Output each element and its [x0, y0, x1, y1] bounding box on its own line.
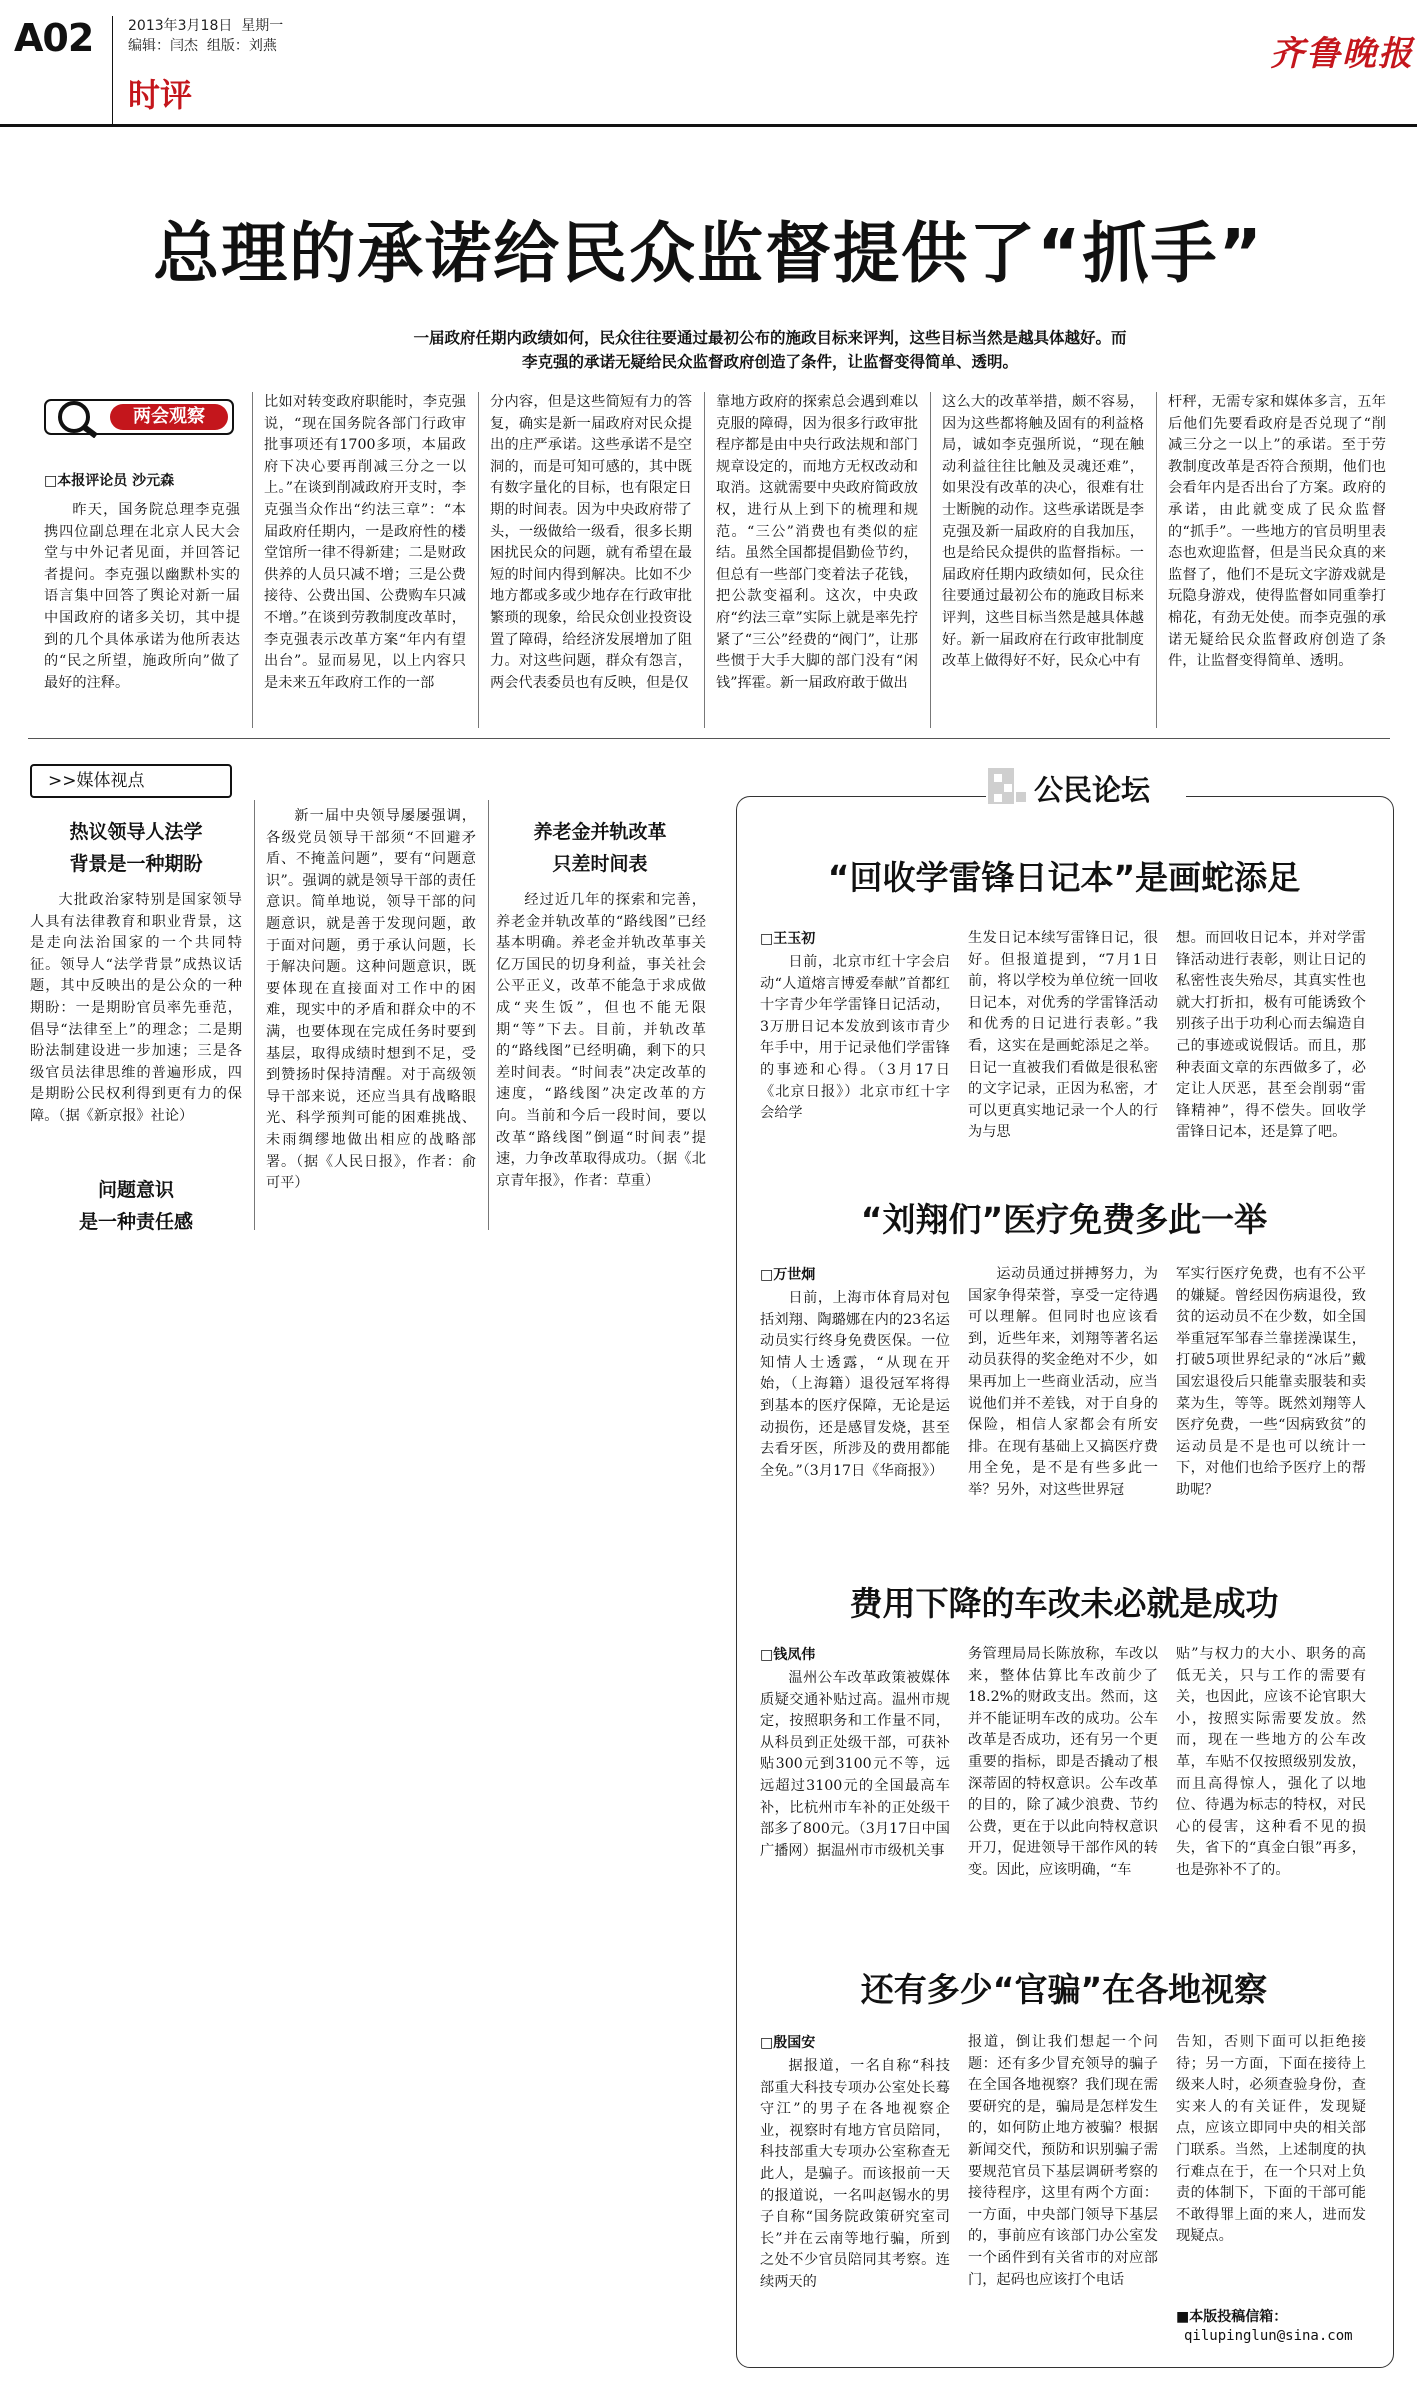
forum-article-4-col-1 [760, 2056, 950, 2352]
media-article-3-title-line-2: 只差时间表 [552, 853, 648, 875]
main-article-col-3 [490, 392, 692, 718]
media-article-3-title [494, 816, 706, 880]
forum-article-1-byline: □王玉初 [760, 931, 816, 947]
forum-article-2-text-1: 日前，上海市体育局对包括刘翔、陶璐娜在内的23名运动员实行终身免费医保。一位知情人士透露，“从现在开始，（上海籍）退役冠军将得到基本的医疗保障，无论是运动损伤，还是感冒发烧，甚至去看牙医，所涉及的费用都能全免。”（3月17日《华商报》） [760, 1290, 950, 1479]
layout-editor: 组版：刘燕 [206, 38, 277, 54]
media-article-2-title-line-1: 问题意识 [97, 1179, 174, 1201]
forum-article-2-text-2: 运动员通过拼搏努力，为国家争得荣誉，享受一定待遇可以理解。但同时也应该看到，近些年来，刘翔等著名运动员获得的奖金绝对不少，如果再加上一些商业活动，应当说他们并不差钱，对于自身的保险，相信人家都会有所安排。在现有基础上又搞医疗费用全免，是不是有些多此一举？另外，对这些世界冠 [968, 1266, 1158, 1498]
forum-article-2-text-3: 军实行医疗免费，也有不公平的嫌疑。曾经因伤病退役，致贫的运动员不在少数，如全国举重冠军邹春兰靠搓澡谋生，打破5项世界纪录的“冰后”戴国宏退役后只能靠卖服装和卖菜为生，等等。既然刘翔等人医疗免费，一些“因病致贫”的运动员是不是也可以统计一下，对他们也给予医疗上的帮助呢？ [1176, 1266, 1366, 1498]
main-article-para-4: 靠地方政府的探索总会遇到难以克服的障碍，因为很多行政审批程序都是由中央行政法规和部门规章设定的，而地方无权改动和取消。这就需要中央政府简政放权，进行从上到下的梳理和规范。“三公”消费也有类似的症结。虽然全国都提倡勤俭节约，但总有一些部门变着法子花钱，把公款变福利。这次，中央政府“约法三章”实际上就是率先拧紧了“三公”经费的“阀门”，让那些惯于大手大脚的部门没有“闲钱”挥霍。新一届政府敢于做出 [716, 394, 918, 691]
forum-article-4-title: 还有多少“官骗”在各地视察 [860, 1970, 1268, 2009]
media-article-2-title-line-2: 是一种责任感 [78, 1211, 193, 1233]
main-article-col-6 [1168, 392, 1386, 718]
forum-article-1-title: “回收学雷锋日记本”是画蛇添足 [827, 858, 1301, 897]
media-article-2-title [30, 1174, 242, 1238]
main-article-para-5: 这么大的改革举措，颇不容易，因为这些都将触及固有的利益格局，诚如李克强所说，“现在触动利益往往比触及灵魂还难”，如果没有改革的决心，很难有壮士断腕的动作。这些承诺既是李克强及新一届政府的自我加压，也是给民众提供的监督指标。一届政府任期内政绩如何，民众往往要通过最初公布的施政目标来评判，这些目标当然是越具体越好。新一届政府在行政审批制度改革上做得好不好，民众心中有 [942, 394, 1144, 670]
forum-article-2-col-3 [1176, 1264, 1366, 1534]
forum-article-3-text-1: 温州公车改革政策被媒体质疑交通补贴过高。温州市规定，按照职务和工作量不同，从科员到正处级干部，可获补贴300元到3100元不等，远远超过3100元的全国最高车补，比杭州市车补的正处级干部多了800元。（3月17日中国广播网）据温州市市级机关事 [760, 1670, 950, 1859]
main-article-col-4 [716, 392, 918, 718]
forum-article-4-byline: □殷国安 [760, 2035, 816, 2051]
media-article-3-text: 经过近几年的探索和完善，养老金并轨改革的“路线图”已经基本明确。养老金并轨改革事关亿万国民的切身利益，事关社会公平正义，改革不能急于求成做成“夹生饭”，但也不能无限期“等”下去。目前，并轨改革的“路线图”已经明确，剩下的只差时间表。“时间表”决定改革的速度，“路线图”决定改革的方向。当前和今后一段时间，要以改革“路线图”倒逼“时间表”提速，力争改革取得成功。（据《北京青年报》，作者：草重） [496, 892, 706, 1189]
main-article-col-5 [942, 392, 1144, 718]
media-article-1-title [30, 816, 242, 880]
main-article-col-2 [264, 392, 466, 718]
section-name: 时评 [128, 76, 193, 114]
media-article-2-text: 新一届中央领导屡屡强调，各级党员领导干部须“不回避矛盾、不掩盖问题”，要有“问题意识”。强调的就是领导干部的责任意识。简单地说，领导干部的问题意识，就是善于发现问题，敢于面对问题，勇于承认问题，长于解决问题。这种问题意识，既要体现在直接面对工作中的困难，现实中的矛盾和群众中的不满，也要体现在完成任务时要到基层，取得成绩时想到不足，受到赞扬时保持清醒。对于高级领导干部来说，还应当具有战略眼光、科学预判可能的困难挑战、未雨绸缪地做出相应的战略部署。（据《人民日报》，作者：俞可平） [266, 808, 476, 1192]
mailbox-label: ■本版投稿信箱： [1176, 2309, 1288, 2325]
forum-article-3-col-3 [1176, 1644, 1366, 1938]
main-article-para-1: 昨天，国务院总理李克强携四位副总理在北京人民大会堂与中外记者见面，并回答记者提问。李克强以幽默朴实的语言集中回答了舆论对新一届中国政府的诸多关切，其中提到的几个具体承诺为他所表达的“民之所望，施政所向”做了最好的注释。 [44, 502, 240, 691]
media-viewpoint-label: >>媒体视点 [48, 771, 145, 791]
citizen-forum-label-box [986, 762, 1186, 812]
editor: 编辑：闫杰 [128, 38, 198, 54]
mailbox-email[interactable]: qilupinglun@sina.com [1184, 2328, 1353, 2344]
media-article-3-title-line-1: 养老金并轨改革 [533, 821, 667, 843]
forum-article-4-col-2 [968, 2032, 1158, 2352]
media-viewpoint-label-box [30, 764, 232, 798]
media-article-3-body [496, 890, 706, 1234]
main-lede-line-1: 一届政府任期内政绩如何，民众往往要通过最初公布的施政目标来评判，这些目标当然是越具体越好。而 [413, 328, 1127, 347]
forum-article-3-col-2 [968, 1644, 1158, 1938]
forum-article-1-col-2 [968, 928, 1158, 1178]
forum-article-4-text-1: 据报道，一名自称“科技部重大科技专项办公室处长蓦守江”的男子在各地视察企业，视察时有地方官员陪同，科技部重大专项办公室称查无此人，是骗子。而该报前一天的报道说，一名叫赵锡水的男子自称“国务院政策研究室司长”并在云南等地行骗，所到之处不少官员陪同其考察。连续两天的 [760, 2058, 950, 2290]
forum-article-2-col-1 [760, 1288, 950, 1534]
forum-article-3-col-1 [760, 1668, 950, 1938]
media-article-1-text: 大批政治家特别是国家领导人具有法律教育和职业背景，这是走向法治国家的一个共同特征。领导人“法学背景”成热议话题，其中反映出的是公众的一种期盼：一是期盼官员率先垂范，倡导“法律至上”的理念；二是期盼法制建设进一步加速；三是各级官员法律思维的普遍形成，四是期盼公民权利得到更有力的保障。（据《新京报》社论） [30, 892, 242, 1124]
main-article-col-1 [44, 500, 240, 718]
main-article-para-2: 比如对转变政府职能时，李克强说，“现在国务院各部门行政审批事项还有1700多项，本届政府下决心要再削减三分之一以上。”在谈到削减政府开支时，李克强当众作出“约法三章”：“本届政府任期内，一是政府性的楼堂馆所一律不得新建；二是财政供养的人员只减不增；三是公费接待、公费出国、公费购车只减不增。”在谈到劳教制度改革时，李克强表示改革方案“年内有望出台”。显而易见，以上内容只是未来五年政府工作的一部 [264, 394, 466, 691]
main-lede-line-2: 李克强的承诺无疑给民众监督政府创造了条件，让监督变得简单、透明。 [521, 352, 1018, 371]
column-badge [44, 396, 236, 438]
forum-article-1-col-3 [1176, 928, 1366, 1178]
main-lede [280, 326, 1260, 374]
forum-pixel-icon [986, 762, 1030, 812]
forum-article-3-title: 费用下降的车改未必就是成功 [849, 1584, 1279, 1623]
media-article-1-title-line-1: 热议领导人法学 [69, 821, 203, 843]
page-number: A02 [14, 16, 94, 60]
main-headline: 总理的承诺给民众监督提供了“抓手” [153, 215, 1264, 292]
editor-line [128, 36, 277, 56]
issue-weekday: 星期一 [241, 18, 284, 34]
forum-article-2-col-2 [968, 1264, 1158, 1534]
main-byline: □本报评论员 沙元森 [44, 473, 175, 489]
forum-article-1-text-1: 日前，北京市红十字会启动“人道熔言博爱奉献”首都红十字青少年学雷锋日记活动，3万册日记本发放到该市青少年手中，用于记录他们学雷锋的事迹和心得。（3月17日《北京日报》）北京市红十字会给学 [760, 954, 950, 1122]
forum-article-2-byline: □万世炯 [760, 1267, 816, 1283]
citizen-forum-label: 公民论坛 [1034, 773, 1151, 807]
issue-date: 2013年3月18日 [128, 18, 233, 34]
forum-article-3-text-3: 贴”与权力的大小、职务的高低无关，只与工作的需要有关，也因此，应该不论官职大小，按照实际需要发放。然而，现在一些地方的公车改革，车贴不仅按照级别发放，而且高得惊人，强化了以地位、待遇为标志的特权，对民心的侵害，这种看不见的损失，省下的“真金白银”再多，也是弥补不了的。 [1176, 1646, 1366, 1878]
forum-article-1-text-3: 想。而回收日记本，并对学雷锋活动进行表彰，则让日记的私密性丧失殆尽，其真实性也就大打折扣，极有可能诱致个别孩子出于功利心而去编造自己的事迹或说假话。而且，那种表面文章的东西做多了，必定让人厌恶，甚至会削弱“雷锋精神”，得不偿失。回收学雷锋日记本，还是算了吧。 [1176, 930, 1366, 1141]
forum-article-3-text-2: 务管理局局长陈放称，车改以来，整体估算比车改前少了18.2%的财政支出。然而，这并不能证明车改的成功。公车改革是否成功，还有另一个更重要的指标，即是否撬动了根深蒂固的特权意识。公车改革的目的，除了减少浪费、节约公费，更在于以此向特权意识开刀，促进领导干部作风的转变。因此，应该明确，“车 [968, 1646, 1158, 1878]
forum-article-1-col-1 [760, 952, 950, 1178]
media-article-1-body [30, 890, 242, 1166]
forum-article-2-title: “刘翔们”医疗免费多此一举 [860, 1200, 1268, 1239]
main-article-para-3: 分内容，但是这些简短有力的答复，确实是新一届政府对民众提出的庄严承诺。这些承诺不是空洞的，而是可知可感的，其中既有数字量化的目标，也有限定日期的时间表。因为中央政府带了头，一级做给一级看，很多长期困扰民众的问题，就有希望在最短的时间内得到解决。比如不少地方都或多或少地存在行政审批繁琐的现象，给民众创业投资设置了障碍，给经济发展增加了阻力。对这些问题，群众有怨言，两会代表委员也有反映，但是仅 [490, 394, 692, 691]
column-badge-label: 两会观察 [133, 406, 205, 427]
forum-article-4-col-3 [1176, 2032, 1366, 2298]
media-article-2-body [266, 806, 476, 1240]
media-article-1-title-line-2: 背景是一种期盼 [69, 853, 203, 875]
newspaper-logo: 齐鲁晚报 [1270, 34, 1414, 74]
issue-date-line [128, 16, 283, 36]
forum-article-3-byline: □钱凤伟 [760, 1647, 816, 1663]
forum-article-1-text-2: 生发日记本续写雷锋日记，很好。但报道提到，“7月1日前，将以学校为单位统一回收日记本，对优秀的学雷锋活动和优秀的日记进行表彰。”我看，这实在是画蛇添足之举。日记一直被我们看做是很私密的文字记录，正因为私密，才可以更真实地记录一个人的行为与思 [968, 930, 1158, 1141]
main-article-para-6: 杆秤，无需专家和媒体多言，五年后他们先要看政府是否兑现了“削减三分之一以上”的承诺。至于劳教制度改革是否符合预期，他们也会看年内是否出台了方案。政府的承诺，由此就变成了民众监督的“抓手”。一些地方的官员明里表态也欢迎监督，但是当民众真的来监督了，他们不是玩文字游戏就是玩隐身游戏，使得监督如同重拳打棉花，有劲无处使。而李克强的承诺无疑给民众监督政府创造了条件，让监督变得简单、透明。 [1168, 394, 1386, 670]
forum-article-4-text-2: 报道，倒让我们想起一个问题：还有多少冒充领导的骗子在全国各地视察？我们现在需要研究的是，骗局是怎样发生的，如何防止地方被骗？根据新闻交代，预防和识别骗子需要规范官员下基层调研考察的接待程序，这里有两个方面：一方面，中央部门领导下基层的，事前应有该部门办公室发一个函件到有关省市的对应部门，起码也应该打个电话 [968, 2034, 1158, 2288]
forum-article-4-text-3: 告知，否则下面可以拒绝接待；另一方面，下面在接待上级来人时，必须查验身份，查实来人的有关证件，发现疑点，应该立即同中央的相关部门联系。当然，上述制度的执行难点在于，在一个只对上负责的体制下，下面的干部可能不敢得罪上面的来人，进而发现疑点。 [1176, 2034, 1366, 2245]
